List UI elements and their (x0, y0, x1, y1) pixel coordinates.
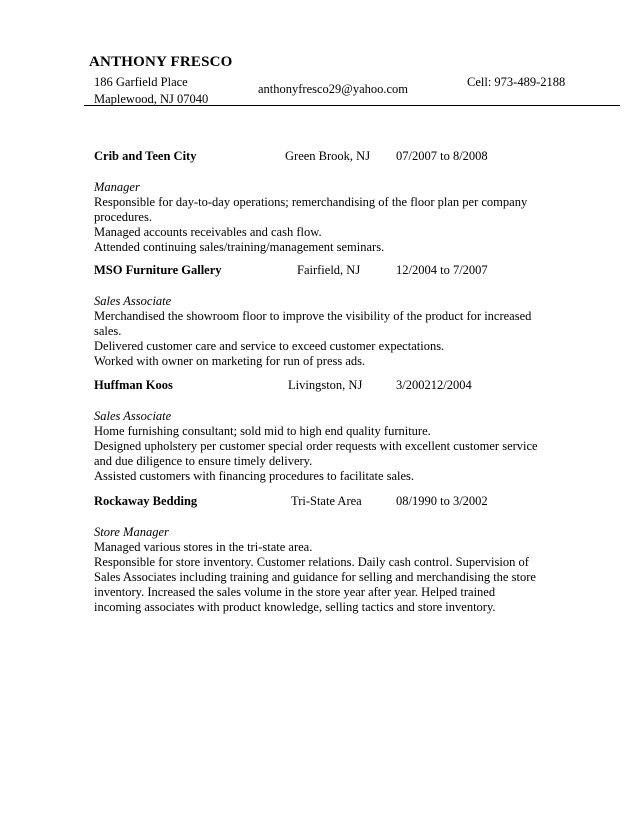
job-description-line: Attended continuing sales/training/management seminars. (94, 240, 385, 254)
job-title: Manager (94, 180, 140, 194)
job-header (94, 149, 544, 165)
header-divider (84, 105, 620, 106)
job-dates: 07/2007 to 8/2008 (396, 149, 488, 163)
job-dates: 08/1990 to 3/2002 (396, 494, 488, 508)
job-entry (94, 494, 544, 615)
job-entry (94, 263, 544, 369)
address-line-1: 186 Garfield Place (94, 75, 188, 89)
company-name: MSO Furniture Gallery (94, 263, 222, 277)
job-description-line: inventory. Increased the sales volume in the store year after year. Helped trained (94, 585, 496, 599)
job-location: Green Brook, NJ (285, 149, 371, 163)
job-description-line: Worked with owner on marketing for run of press ads. (94, 354, 366, 368)
job-header (94, 378, 544, 394)
company-name: Rockaway Bedding (94, 494, 198, 508)
job-header (94, 263, 544, 279)
job-title: Sales Associate (94, 294, 172, 308)
job-location: Livingston, NJ (288, 378, 363, 392)
job-title: Store Manager (94, 525, 169, 539)
job-description-line: Sales Associates including training and guidance for selling and merchandising the store (94, 570, 536, 584)
job-description-line: Designed upholstery per customer special order requests with excellent customer service (94, 439, 538, 453)
job-description-line: Assisted customers with financing procedures to facilitate sales. (94, 469, 415, 483)
job-description-line: Delivered customer care and service to exceed customer expectations. (94, 339, 445, 353)
job-header (94, 494, 544, 510)
name-heading: ANTHONY FRESCO (89, 54, 233, 70)
job-location: Tri-State Area (291, 494, 362, 508)
job-entry (94, 149, 544, 255)
job-description-line: Managed various stores in the tri-state area. (94, 540, 313, 554)
job-description-line: sales. (94, 324, 122, 338)
job-description-line: Responsible for day-to-day operations; remerchandising of the floor plan per company (94, 195, 528, 209)
job-dates: 3/200212/2004 (396, 378, 472, 392)
job-title: Sales Associate (94, 409, 172, 423)
job-description-line: Merchandised the showroom floor to improve the visibility of the product for increased (94, 309, 532, 323)
job-description-line: and due diligence to ensure timely delivery. (94, 454, 313, 468)
company-name: Crib and Teen City (94, 149, 197, 163)
company-name: Huffman Koos (94, 378, 173, 392)
job-location: Fairfield, NJ (297, 263, 361, 277)
address-line-2: Maplewood, NJ 07040 (94, 92, 209, 106)
email-address: anthonyfresco29@yahoo.com (258, 82, 409, 96)
job-entry (94, 378, 544, 484)
job-description-line: Home furnishing consultant; sold mid to high end quality furniture. (94, 424, 431, 438)
job-description-line: incoming associates with product knowledge, selling tactics and store inventory. (94, 600, 496, 614)
job-description-line: procedures. (94, 210, 152, 224)
job-description-line: Responsible for store inventory. Customer relations. Daily cash control. Supervision of (94, 555, 529, 569)
job-dates: 12/2004 to 7/2007 (396, 263, 488, 277)
phone-number: Cell: 973-489-2188 (467, 75, 566, 89)
job-description-line: Managed accounts receivables and cash flow. (94, 225, 322, 239)
